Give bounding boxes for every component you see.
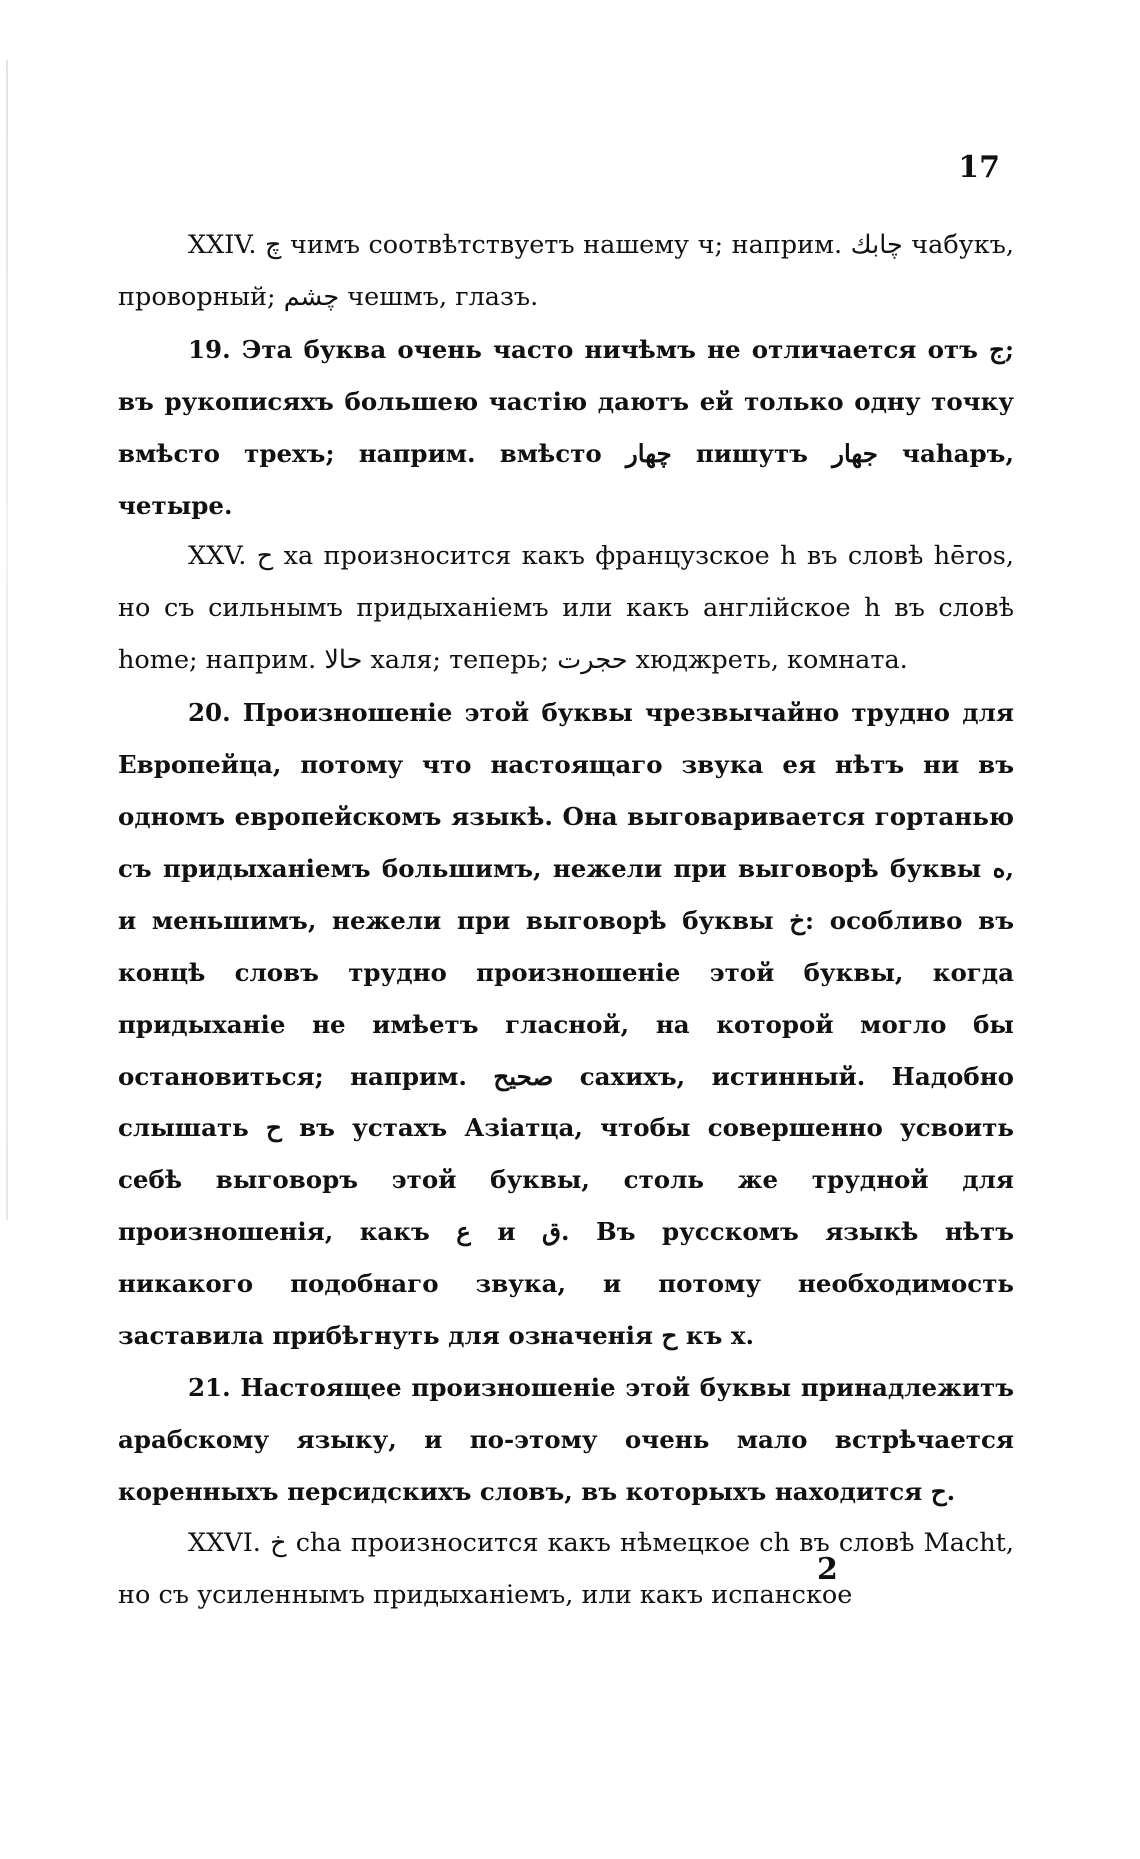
paragraph-xxvi: XXVI. خ cha произносится какъ нѣмецкое ch въ словѣ Macht, но съ усиленнымъ придыханіемъ, или какъ испанское xyxy=(118,1527,1014,1610)
paragraph-xxiv: XXIV. چ чимъ соотвѣтствуетъ нашему ч; наприм. چابك чабукъ, проворный; چشم чешмъ, глазъ. xyxy=(118,230,1014,312)
paragraph-xxv: XXV. ح ха произносится какъ французское h въ словѣ hēros, но съ сильнымъ придыханіемъ или какъ англійское h въ словѣ home; наприм. حالا халя; теперь; حجرت хюджреть, комната. xyxy=(118,541,1014,676)
scan-edge-shadow xyxy=(6,60,8,1220)
paragraph-21: 21. Настоящее произношеніе этой буквы принадлежитъ арабскому языку, и по-этому очень мало встрѣчается коренныхъ персидскихъ словъ, въ которыхъ находится ح. xyxy=(118,1372,1014,1506)
body-text xyxy=(118,220,1014,1621)
paragraph-20: 20. Произношеніе этой буквы чрезвычайно трудно для Европейца, потому что настоящаго звука ея нѣтъ ни въ одномъ европейскомъ языкѣ. Она выговаривается гортанью съ придыханіемъ большимъ, нежели при выговорѣ буквы ه, и меньшимъ, нежели при выговорѣ буквы خ: особливо въ концѣ словъ трудно произношеніе этой буквы, когда придыханіе не имѣетъ гласной, на которой могло бы остановиться; наприм. صحيح сахихъ, истинный. Надобно слышать ح въ устахъ Азіатца, чтобы совершенно усвоить себѣ выговоръ этой буквы, столь же трудной для произношенія, какъ ع и ق. Въ русскомъ языкѣ нѣтъ никакого подобнаго звука, и потому необходимость заставила прибѣгнуть для означенія ح къ х. xyxy=(118,698,1015,1351)
signature-mark: 2 xyxy=(817,1552,838,1587)
page-number: 17 xyxy=(958,150,1000,185)
paragraph-19: 19. Эта буква очень часто ничѣмъ не отличается отъ ج; въ рукописяхъ большею частію даютъ ей только одну точку вмѣсто трехъ; наприм. вмѣсто چهار пишутъ جهار чаhаръ, четыре. xyxy=(118,334,1014,520)
